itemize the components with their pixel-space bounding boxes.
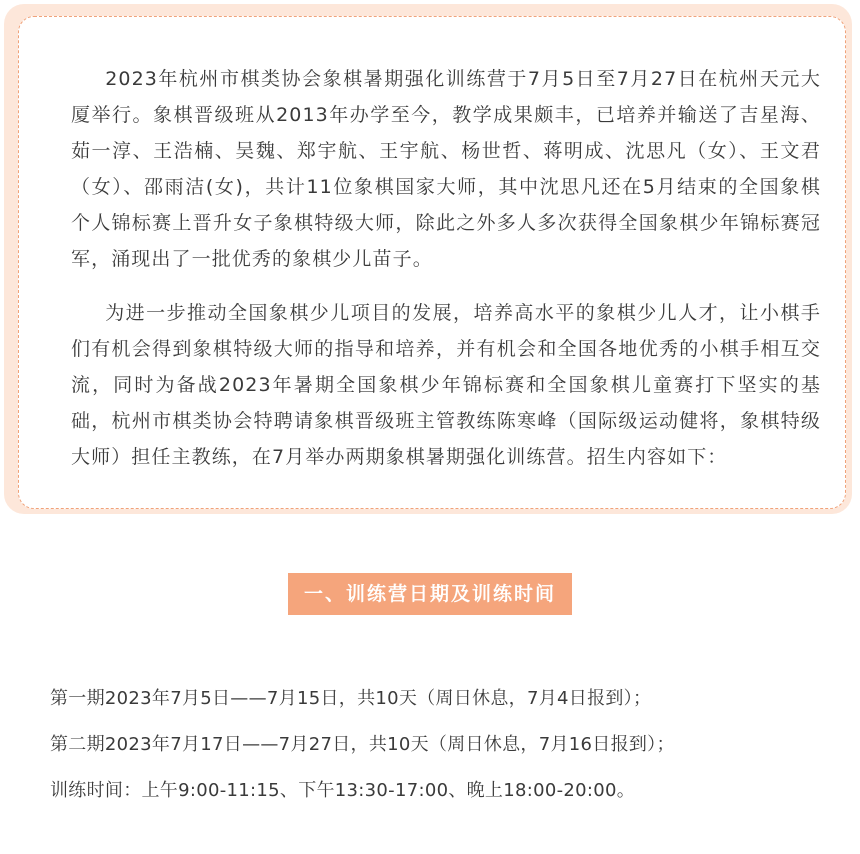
schedule-session-1: 第一期2023年7月5日——7月15日，共10天（周日休息，7月4日报到）； [50, 688, 652, 709]
schedule-session-2: 第二期2023年7月17日——7月27日，共10天（周日休息，7月16日报到）； [50, 734, 675, 755]
schedule-block [50, 676, 840, 814]
schedule-training-time: 训练时间：上午9:00-11:15、下午13:30-17:00、晚上18:00-20:00。 [50, 780, 636, 801]
section-heading-row [0, 573, 860, 615]
intro-card [18, 16, 846, 509]
section-heading: 一、训练营日期及训练时间 [288, 573, 572, 615]
intro-frame [4, 4, 852, 514]
intro-paragraph-2: 为进一步推动全国象棋少儿项目的发展，培养高水平的象棋少儿人才，让小棋手们有机会得到象棋特级大师的指导和培养，并有机会和全国各地优秀的小棋手相互交流，同时为备战2023年暑期全国象棋少年锦标赛和全国象棋儿童赛打下坚实的基础，杭州市棋类协会特聘请象棋晋级班主管教练陈寒峰（国际级运动健将，象棋特级大师）担任主教练，在7月举办两期象棋暑期强化训练营。招生内容如下： [71, 302, 821, 468]
intro-paragraph-1: 2023年杭州市棋类协会象棋暑期强化训练营于7月5日至7月27日在杭州天元大厦举行。象棋晋级班从2013年办学至今，教学成果颇丰，已培养并输送了吉星海、茹一淳、王浩楠、吴魏、郑宇航、王宇航、杨世哲、蒋明成、沈思凡（女）、王文君（女）、邵雨洁(女)，共计11位象棋国家大师，其中沈思凡还在5月结束的全国象棋个人锦标赛上晋升女子象棋特级大师，除此之外多人多次获得全国象棋少年锦标赛冠军，涌现出了一批优秀的象棋少儿苗子。 [71, 68, 821, 270]
